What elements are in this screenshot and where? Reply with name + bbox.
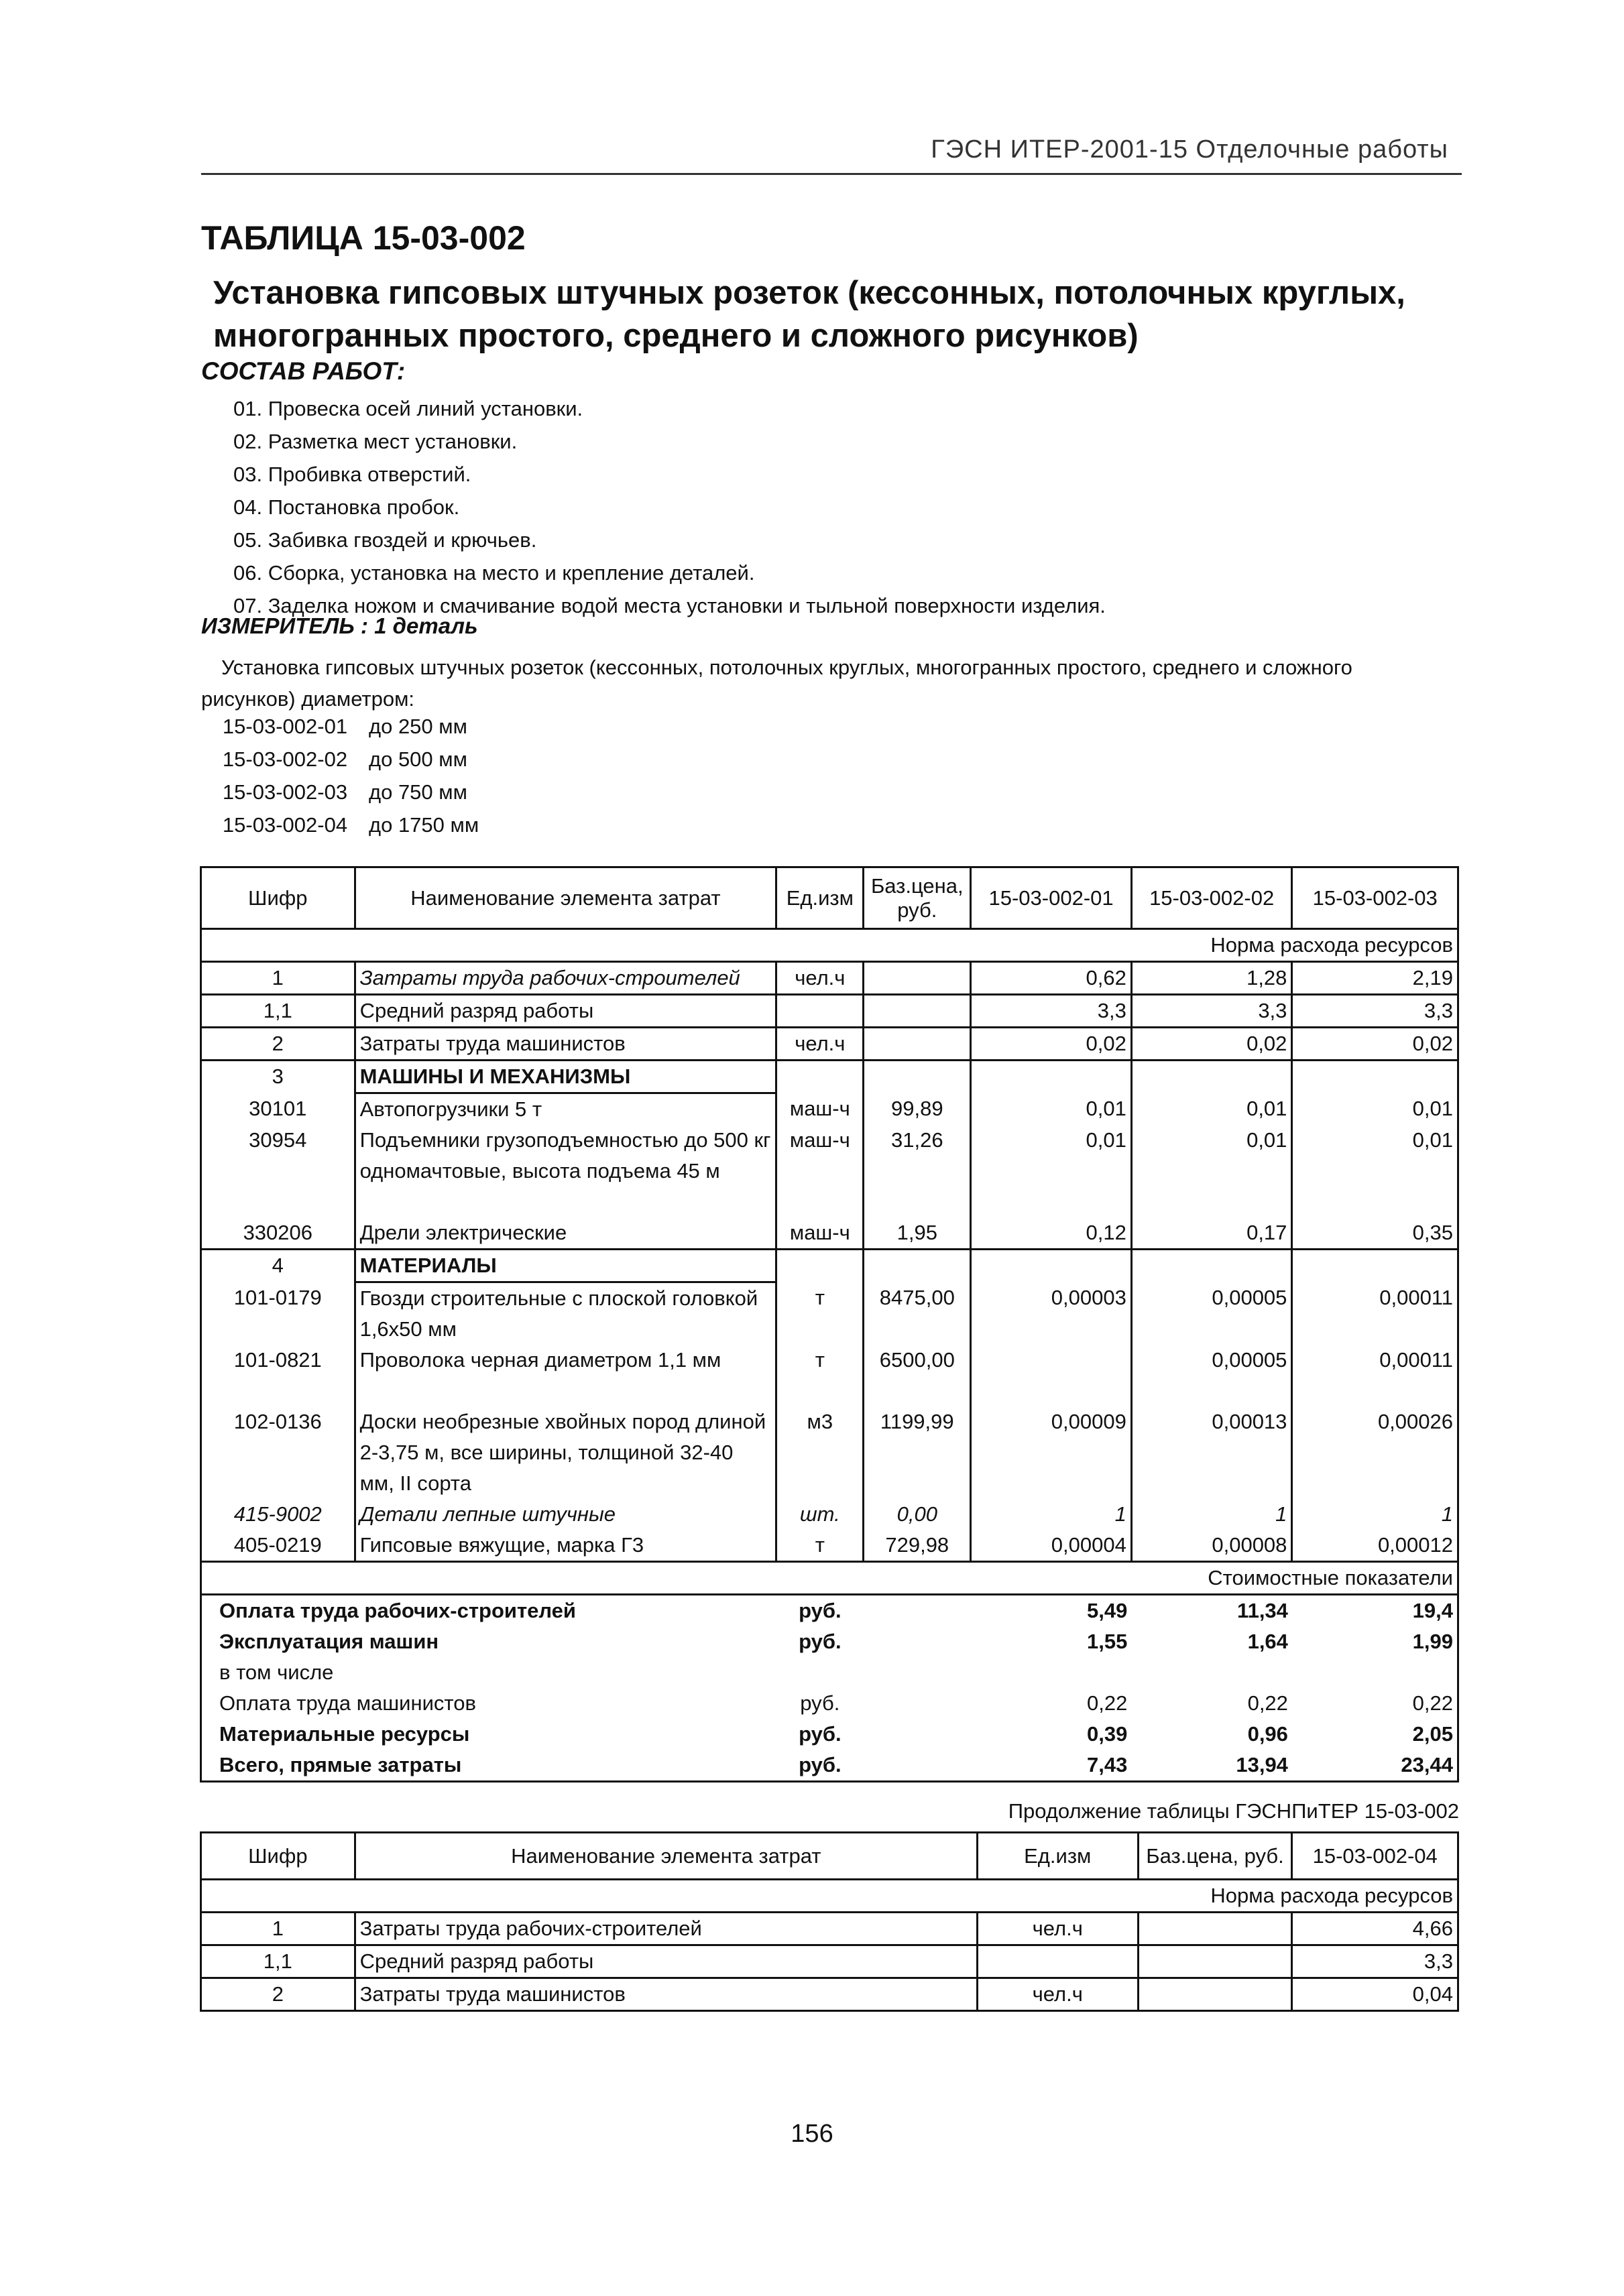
work-item: 04. Постановка пробок. [233,495,460,519]
table-row [201,1282,1458,1345]
row-name: Гвозди строительные с плоской головкой 1,6х50 мм [355,1282,776,1345]
header-col-1: 15-03-002-01 [971,867,1132,929]
row-code: 2 [201,1028,355,1061]
cost-value-2: 13,94 [1131,1750,1292,1782]
table-header-row [201,867,1458,929]
row-code: 1 [201,1913,355,1945]
row-name: Автопогрузчики 5 т [355,1093,776,1126]
header-name: Наименование элемента затрат [355,867,776,929]
row-value-2: 0,17 [1131,1217,1292,1250]
row-name: Средний разряд работы [355,995,776,1028]
row-unit: т [776,1530,864,1562]
row-unit: чел.ч [977,1978,1138,2011]
header-col-2: 15-03-002-02 [1131,867,1292,929]
table-title: Установка гипсовых штучных розеток (кессонных, потолочных круглых, многогранных простого, среднего и сложного рисунков) [213,275,1405,354]
table-row [201,995,1458,1028]
cost-value-3: 1,99 [1292,1626,1458,1657]
row-name: Гипсовые вяжущие, марка Г3 [355,1530,776,1562]
table-row [201,1028,1458,1061]
cost-label: Стоимостные показатели [201,1562,1458,1595]
cost-value-1: 7,43 [971,1750,1132,1782]
row-value-3: 0,02 [1292,1028,1458,1061]
cost-name: Всего, прямые затраты [201,1750,776,1782]
row-value-3: 1 [1292,1499,1458,1530]
cost-value-2: 1,64 [1247,1630,1288,1653]
cost-unit: руб. [799,1630,842,1653]
row-value-1: 0,12 [971,1217,1132,1250]
works-list [233,392,1106,622]
header-code: Шифр [201,1833,355,1880]
row-value-2: 0,00013 [1131,1406,1292,1499]
norm-label: Норма расхода ресурсов [201,929,1458,962]
row-value-3: 0,01 [1292,1093,1458,1126]
cost-value-1: 5,49 [1087,1599,1128,1622]
cost-value-3 [1292,1657,1458,1688]
cost-name: Материальные ресурсы [201,1719,776,1750]
row-value-2: 1,28 [1131,962,1292,995]
code-row [201,710,479,743]
row-code: 1,1 [201,1945,355,1978]
cost-row [201,1688,1458,1719]
cost-name: Оплата труда машинистов [201,1688,776,1719]
row-code: 4 [201,1250,355,1282]
table-row [201,1530,1458,1562]
row-price [864,1028,971,1061]
row-price: 1199,99 [864,1406,971,1499]
table-row [201,1125,1458,1217]
table-row [201,962,1458,995]
row-price [1138,1913,1292,1945]
cost-unit [776,1657,864,1688]
row-value-1: 0,01 [971,1093,1132,1126]
cost-value-3: 19,4 [1292,1595,1458,1627]
row-value-2: 3,3 [1131,995,1292,1028]
row-name: Затраты труда машинистов [355,1978,977,2011]
row-name: МАТЕРИАЛЫ [355,1250,776,1282]
work-item: 05. Забивка гвоздей и крючьев. [233,528,537,552]
row-value-2: 0,01 [1131,1093,1292,1126]
cost-unit: руб. [800,1691,840,1715]
row-value-1: 3,3 [971,995,1132,1028]
code: 15-03-002-02 [222,747,348,771]
header-name: Наименование элемента затрат [355,1833,977,1880]
row-value-1: 0,00003 [971,1282,1132,1345]
row-value-2: 0,01 [1131,1125,1292,1217]
row-code: 3 [201,1061,355,1093]
cost-row [201,1719,1458,1750]
cost-row [201,1626,1458,1657]
row-code: 101-0821 [201,1345,355,1406]
section-row-machines [201,1061,1458,1093]
row-code: 415-9002 [201,1499,355,1530]
row-value-1: 0,02 [971,1028,1132,1061]
row-code: 102-0136 [201,1406,355,1499]
resource-table [200,866,1459,1783]
row-value-2: 1 [1131,1499,1292,1530]
row-name: Детали лепные штучные [355,1499,776,1530]
cost-value-1 [971,1657,1132,1688]
row-unit [776,995,864,1028]
table-number: ТАБЛИЦА 15-03-002 [201,219,526,257]
table-row [201,1406,1458,1499]
code-size: до 1750 мм [369,813,479,837]
header-price: Баз.цена, руб. [864,867,971,929]
row-price [864,962,971,995]
cost-value-1: 1,55 [1087,1630,1128,1653]
row-value-3: 2,19 [1292,962,1458,995]
row-value: 3,3 [1292,1945,1458,1978]
work-item: 02. Разметка мест установки. [233,430,518,453]
cost-value-3: 2,05 [1292,1719,1458,1750]
row-unit: т [776,1345,864,1406]
composition-label: СОСТАВ РАБОТ: [201,357,406,385]
row-unit: шт. [776,1499,864,1530]
row-name: Затраты труда рабочих-строителей [355,1913,977,1945]
code: 15-03-002-01 [222,715,348,738]
row-unit: маш-ч [776,1125,864,1217]
code-size: до 250 мм [369,715,467,738]
row-unit: маш-ч [776,1217,864,1250]
work-item: 01. Провеска осей линий установки. [233,397,583,420]
row-name: Доски необрезные хвойных пород длиной 2-3,75 м, все ширины, толщиной 32-40 мм, II сорта [355,1406,776,1499]
norm-label-row [201,1880,1458,1913]
row-code: 30954 [201,1125,355,1217]
cost-value-2 [1131,1657,1292,1688]
table-row [201,1093,1458,1126]
row-code: 405-0219 [201,1530,355,1562]
cost-label-row [201,1562,1458,1595]
header-code: Шифр [201,867,355,929]
header-col-4: 15-03-002-04 [1292,1833,1458,1880]
codes-list [201,710,479,841]
description: Установка гипсовых штучных розеток (кессонных, потолочных круглых, многогранных простого, среднего и сложного рисунков) диаметром: [201,656,1352,711]
section-row-materials [201,1250,1458,1282]
code-row [201,743,479,776]
row-code: 30101 [201,1093,355,1126]
row-value: 0,04 [1292,1978,1458,2011]
row-code: 1 [201,962,355,995]
work-item: 07. Заделка ножом и смачивание водой места установки и тыльной поверхности изделия. [233,594,1106,617]
table-row [201,1499,1458,1530]
row-value-2: 0,02 [1131,1028,1292,1061]
running-header: ГЭСН ИТЕР-2001-15 Отделочные работы [931,135,1448,164]
row-price [1138,1978,1292,2011]
row-price: 729,98 [864,1530,971,1562]
row-code: 101-0179 [201,1282,355,1345]
row-name: Затраты труда рабочих-строителей [355,962,776,995]
row-value-2: 0,00005 [1131,1282,1292,1345]
meter-label: ИЗМЕРИТЕЛЬ : 1 деталь [201,613,478,638]
cost-value-3: 0,22 [1292,1688,1458,1719]
row-value: 4,66 [1292,1913,1458,1945]
code-size: до 500 мм [369,747,467,771]
cost-value-2: 11,34 [1237,1599,1288,1622]
cost-value-1: 0,39 [1087,1722,1128,1746]
continuation-caption: Продолжение таблицы ГЭСНПиТЕР 15-03-002 [1008,1799,1459,1823]
row-code: 1,1 [201,995,355,1028]
code-row [201,776,479,808]
cost-name: Оплата труда рабочих-строителей [201,1595,776,1627]
row-value-1: 1 [971,1499,1132,1530]
row-price: 0,00 [864,1499,971,1530]
table-header-row [201,1833,1458,1880]
row-code: 2 [201,1978,355,2011]
table-row [201,1345,1458,1406]
cost-value-3: 23,44 [1292,1750,1458,1782]
cost-unit: руб. [799,1722,842,1746]
cost-row [201,1595,1458,1627]
row-unit [977,1945,1138,1978]
code-size: до 750 мм [369,780,467,804]
row-unit: чел.ч [977,1913,1138,1945]
header-rule [201,173,1462,175]
table-row [201,1913,1458,1945]
row-price: 1,95 [864,1217,971,1250]
row-name: Затраты труда машинистов [355,1028,776,1061]
row-price [1138,1945,1292,1978]
code: 15-03-002-03 [222,780,348,804]
cost-unit: руб. [799,1599,842,1622]
cost-row [201,1657,1458,1688]
cost-name: в том числе [201,1657,776,1688]
row-price: 99,89 [864,1093,971,1126]
row-name: Дрели электрические [355,1217,776,1250]
row-value-3: 3,3 [1292,995,1458,1028]
row-code: 330206 [201,1217,355,1250]
header-price: Баз.цена, руб. [1138,1833,1292,1880]
work-item: 06. Сборка, установка на место и крепление деталей. [233,561,755,585]
page-number: 156 [791,2120,833,2148]
work-item: 03. Пробивка отверстий. [233,463,471,486]
row-price: 8475,00 [864,1282,971,1345]
table-row [201,1978,1458,2011]
row-value-2: 0,00008 [1131,1530,1292,1562]
table-row [201,1217,1458,1250]
row-price [864,995,971,1028]
norm-label-row [201,929,1458,962]
table-row [201,1945,1458,1978]
row-name: Средний разряд работы [355,1945,977,1978]
row-unit: чел.ч [776,962,864,995]
row-value-1: 0,00004 [971,1530,1132,1562]
row-unit: чел.ч [776,1028,864,1061]
row-unit: маш-ч [776,1093,864,1126]
row-unit: м3 [776,1406,864,1499]
row-value-3: 0,35 [1292,1217,1458,1250]
cost-value-1: 0,22 [1087,1691,1128,1715]
header-unit: Ед.изм [776,867,864,929]
row-name: МАШИНЫ И МЕХАНИЗМЫ [355,1061,776,1093]
cost-row [201,1750,1458,1782]
row-value-3: 0,01 [1292,1125,1458,1217]
code: 15-03-002-04 [222,813,348,837]
header-col-3: 15-03-002-03 [1292,867,1458,929]
norm-label: Норма расхода ресурсов [201,1880,1458,1913]
row-value-1: 0,01 [971,1125,1132,1217]
row-value-1 [971,1345,1132,1406]
code-row [201,808,479,841]
row-unit: т [776,1282,864,1345]
row-value-1: 0,00009 [971,1406,1132,1499]
row-value-3: 0,00026 [1292,1406,1458,1499]
resource-table-continuation [200,1831,1459,2012]
cost-value-2: 0,22 [1247,1691,1288,1715]
row-value-1: 0,62 [971,962,1132,995]
row-value-2: 0,00005 [1131,1345,1292,1406]
row-value-3: 0,00011 [1292,1282,1458,1345]
row-value-3: 0,00011 [1292,1345,1458,1406]
row-value-3: 0,00012 [1292,1530,1458,1562]
row-price: 6500,00 [864,1345,971,1406]
row-name: Подъемники грузоподъемностью до 500 кг одномачтовые, высота подъема 45 м [355,1125,776,1217]
cost-value-2: 0,96 [1247,1722,1288,1746]
cost-name: Эксплуатация машин [201,1626,776,1657]
row-price: 31,26 [864,1125,971,1217]
cost-unit: руб. [776,1750,864,1782]
row-name: Проволока черная диаметром 1,1 мм [355,1345,776,1406]
header-unit: Ед.изм [977,1833,1138,1880]
